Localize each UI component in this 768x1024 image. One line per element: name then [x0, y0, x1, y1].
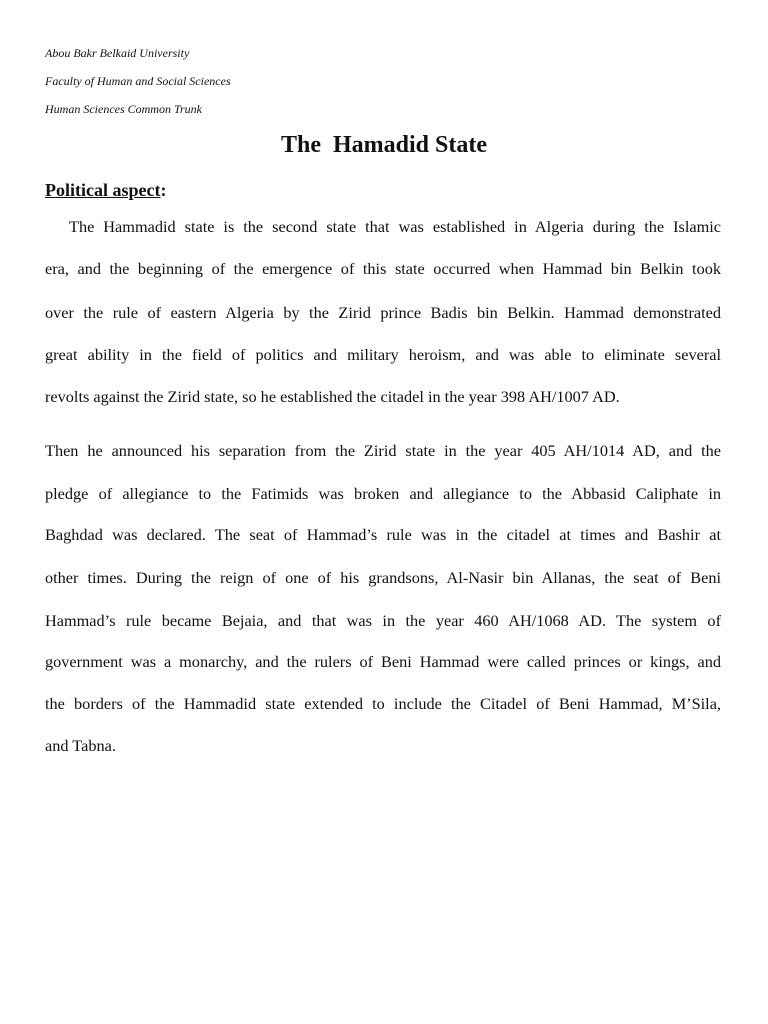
- paragraph-line: Baghdad was declared. The seat of Hammad’s rule was in the citadel at times and Bashir at: [45, 525, 721, 544]
- paragraph-line: great ability in the field of politics and military heroism, and was able to eliminate several: [45, 345, 721, 364]
- paragraph-line: era, and the beginning of the emergence of this state occurred when Hammad bin Belkin took: [45, 259, 721, 278]
- paragraph-line: pledge of allegiance to the Fatimids was broken and allegiance to the Abbasid Caliphate in: [45, 484, 721, 503]
- page-title: The Hamadid State: [280, 132, 487, 158]
- header-program: Human Sciences Common Trunk: [45, 102, 202, 116]
- paragraph-line: government was a monarchy, and the rulers of Beni Hammad were called princes or kings, and: [45, 652, 721, 671]
- paragraph-line: Hammad’s rule became Bejaia, and that was in the year 460 AH/1068 AD. The system of: [45, 611, 721, 630]
- paragraph-line: over the rule of eastern Algeria by the Zirid prince Badis bin Belkin. Hammad demonstrated: [45, 303, 721, 322]
- header-faculty: Faculty of Human and Social Sciences: [45, 74, 231, 88]
- header-university: Abou Bakr Belkaid University: [45, 46, 190, 60]
- paragraph-line: other times. During the reign of one of his grandsons, Al-Nasir bin Allanas, the seat of Beni: [45, 568, 721, 587]
- section-heading: [45, 178, 166, 202]
- paragraph-line: revolts against the Zirid state, so he established the citadel in the year 398 AH/1007 AD.: [45, 387, 620, 406]
- paragraph-line: and Tabna.: [45, 736, 116, 755]
- paragraph-line: Then he announced his separation from the Zirid state in the year 405 AH/1014 AD, and the: [45, 441, 721, 460]
- paragraph-line: the borders of the Hammadid state extended to include the Citadel of Beni Hammad, M’Sila,: [45, 694, 721, 713]
- section-heading-colon: :: [160, 180, 167, 200]
- section-heading-text: Political aspect: [45, 180, 161, 200]
- paragraph-line: The Hammadid state is the second state that was established in Algeria during the Islamic: [69, 217, 721, 236]
